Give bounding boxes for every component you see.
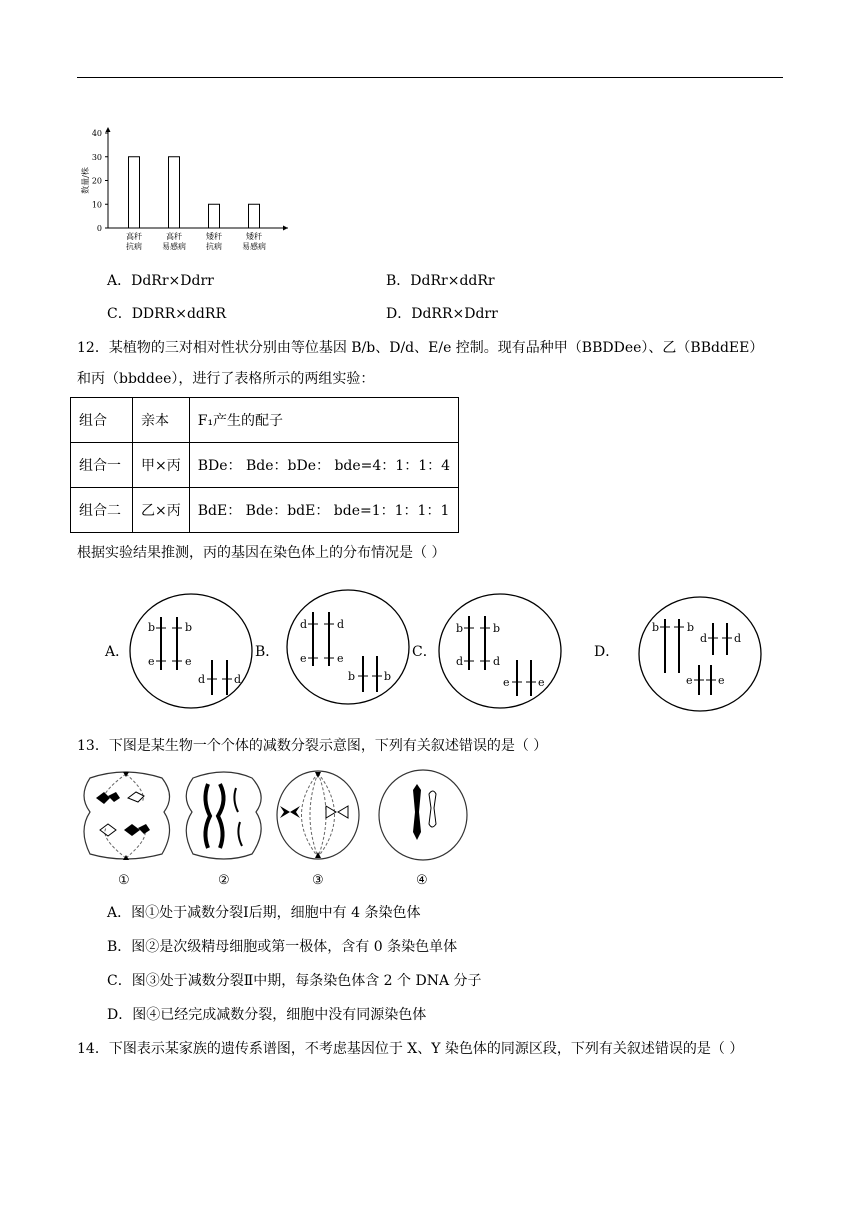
- figure-label: ③: [312, 873, 324, 888]
- bar: [169, 157, 180, 228]
- cell-diagram-b: [285, 588, 411, 706]
- allele-label: d: [734, 632, 742, 645]
- q12-stem-line1: 12．某植物的三对相对性状分别由等位基因 B/b、D/d、E/e 控制。现有品种甲（BBDDee）、乙（BBddEE）: [77, 340, 764, 356]
- x-tick-label: 高秆: [126, 232, 142, 241]
- allele-label: b: [185, 621, 193, 634]
- x-tick-label: 抗病: [206, 242, 222, 251]
- allele-label: b: [652, 621, 660, 634]
- allele-label: e: [185, 655, 192, 668]
- allele-label: d: [300, 618, 308, 631]
- y-tick-label: 0: [96, 224, 102, 233]
- table-cell: BdE： Bde：bdE： bde=1：1：1：1: [189, 488, 458, 533]
- allele-label: d: [700, 632, 708, 645]
- table-row: [71, 443, 459, 488]
- x-tick-label: 高秆: [166, 232, 182, 241]
- bar: [129, 157, 140, 228]
- allele-label: b: [687, 621, 695, 634]
- experiment-table: [70, 397, 459, 533]
- allele-label: b: [348, 670, 356, 683]
- q13-option-a: A．图①处于减数分裂Ⅰ后期，细胞中有 4 条染色体: [107, 905, 421, 921]
- q12-option-label-c: C．: [412, 644, 437, 660]
- q13-stem: 13．下图是某生物一个个体的减数分裂示意图，下列有关叙述错误的是（ ）: [77, 738, 548, 754]
- meiosis-figure: [80, 768, 475, 890]
- q12-option-label-a: A．: [105, 644, 130, 660]
- table-cell: BDe： Bde：bDe： bde=4：1：1：4: [189, 443, 458, 488]
- allele-label: e: [503, 676, 510, 689]
- q14-stem: 14．下图表示某家族的遗传系谱图，不考虑基因位于 X、Y 染色体的同源区段，下列有关叙述错误的是（ ）: [77, 1041, 744, 1057]
- bar-chart: [78, 125, 298, 255]
- q12-option-label-b: B．: [255, 644, 280, 660]
- y-axis-label: 数量/株: [81, 167, 90, 194]
- q12-option-label-d: D．: [594, 644, 620, 660]
- allele-label: e: [337, 652, 344, 665]
- q12-stem-line2: 和丙（bbddee），进行了表格所示的两组实验：: [77, 371, 375, 387]
- allele-label: e: [538, 676, 545, 689]
- allele-label: d: [198, 673, 206, 686]
- allele-label: d: [337, 618, 345, 631]
- x-axis-arrow: [283, 226, 288, 231]
- table-row: [71, 488, 459, 533]
- q13-option-c: C．图③处于减数分裂Ⅱ中期，每条染色体含 2 个 DNA 分子: [107, 973, 482, 989]
- y-tick-label: 20: [91, 176, 102, 186]
- allele-label: d: [234, 673, 242, 686]
- y-axis-arrow: [106, 127, 111, 132]
- bar: [249, 204, 260, 228]
- q13-option-b: B．图②是次级精母细胞或第一极体，含有 0 条染色单体: [107, 939, 458, 955]
- q11-option-a: A．DdRr×Ddrr: [107, 273, 214, 289]
- allele-label: b: [493, 622, 501, 635]
- x-tick-label: 易感病: [242, 242, 266, 251]
- table-cell: 组合一: [71, 443, 133, 488]
- q11-option-c: C．DDRR×ddRR: [107, 306, 226, 322]
- figure-label: ④: [416, 873, 428, 888]
- allele-label: b: [456, 622, 464, 635]
- figure-label: ②: [218, 873, 230, 888]
- table-cell: 甲×丙: [133, 443, 190, 488]
- x-tick-label: 抗病: [126, 242, 142, 251]
- allele-label: e: [300, 652, 307, 665]
- table-cell: 组合二: [71, 488, 133, 533]
- table-cell: 乙×丙: [133, 488, 190, 533]
- allele-label: b: [384, 670, 392, 683]
- table-header-cell: 组合: [71, 398, 133, 443]
- figure-label: ①: [118, 873, 130, 888]
- q12-question: 根据实验结果推测，丙的基因在染色体上的分布情况是（ ）: [77, 545, 446, 561]
- x-tick-label: 易感病: [162, 242, 186, 251]
- y-tick-label: 40: [91, 129, 102, 138]
- cell-diagram-c: [437, 592, 563, 710]
- allele-label: d: [456, 655, 464, 668]
- allele-label: e: [686, 674, 693, 687]
- y-tick-label: 30: [91, 152, 102, 162]
- q13-option-d: D．图④已经完成减数分裂，细胞中没有同源染色体: [107, 1007, 427, 1023]
- allele-label: b: [148, 621, 156, 634]
- bar: [209, 204, 220, 228]
- x-tick-label: 矮秆: [246, 232, 262, 241]
- allele-label: e: [148, 655, 155, 668]
- cell-diagram-d: [637, 595, 763, 713]
- table-header-row: [71, 398, 459, 443]
- x-tick-label: 矮秆: [206, 232, 222, 241]
- header-rule: [77, 77, 783, 78]
- table-header-cell: 亲本: [133, 398, 190, 443]
- table-header-cell: F₁产生的配子: [189, 398, 458, 443]
- allele-label: d: [493, 655, 501, 668]
- q11-option-b: B．DdRr×ddRr: [386, 273, 495, 289]
- q11-option-d: D．DdRR×Ddrr: [386, 306, 498, 322]
- cell-diagram-a: [128, 592, 254, 710]
- allele-label: e: [718, 674, 725, 687]
- y-tick-label: 10: [91, 200, 102, 210]
